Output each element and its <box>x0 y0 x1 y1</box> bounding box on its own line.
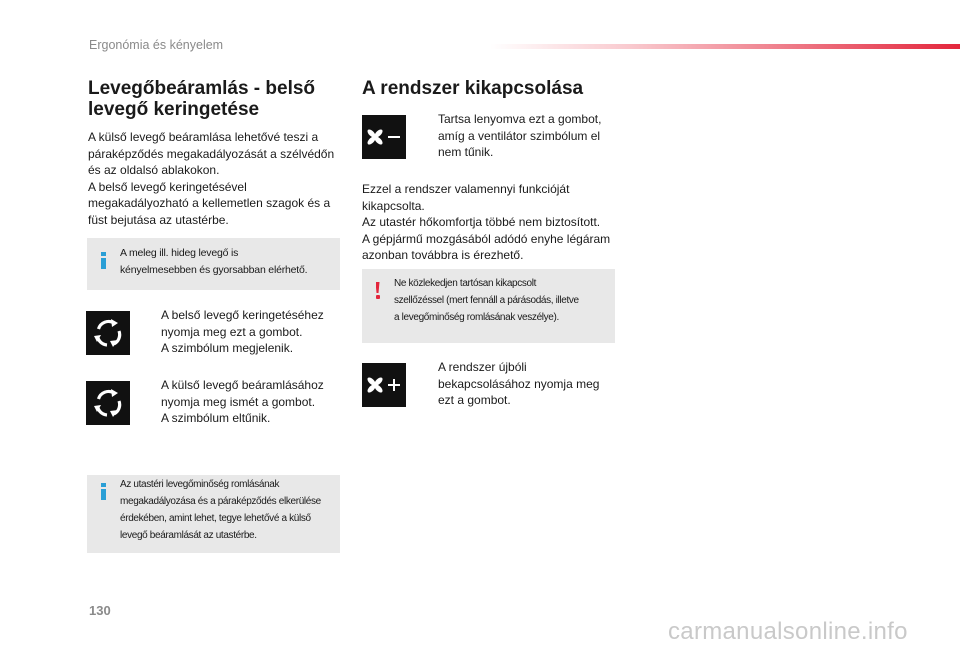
text-line: nyomja meg ismét a gombot. <box>161 394 316 409</box>
system-off-paragraph <box>362 181 610 264</box>
text-line: A rendszer újbóli <box>438 360 527 374</box>
text-line: A belső levegő keringetéséhez <box>161 308 324 322</box>
air-recirculation-icon <box>86 311 130 355</box>
text-line: kikapcsolta. <box>362 198 425 213</box>
text-line: a levegőminőség romlásának veszélye). <box>394 312 559 323</box>
text-line: A belső levegő keringetésével <box>88 179 247 194</box>
text-line: azonban továbbra is érezhető. <box>362 248 524 262</box>
text-line: füst bejutása az utastérbe. <box>88 212 229 227</box>
info-icon <box>101 483 106 500</box>
info-icon <box>101 252 106 269</box>
chapter-title: Ergonómia és kényelem <box>89 38 224 52</box>
fan-plus-icon <box>362 363 406 407</box>
air-recirculation-button-off <box>86 381 130 425</box>
text-line: A gépjármű mozgásából adódó enyhe légáram <box>362 231 611 246</box>
air-recirculation-icon <box>86 381 130 425</box>
warning-icon <box>375 282 380 299</box>
text-line: Ne közlekedjen tartósan kikapcsolt <box>394 278 537 289</box>
text-line: Tartsa lenyomva ezt a gombot, <box>438 112 602 126</box>
air-recirculation-button-on <box>86 311 130 355</box>
text-line: páraképződés megakadályozását a szélvédőn <box>88 146 335 161</box>
section-title-line: levegő keringetése <box>88 99 260 120</box>
text-line: amíg a ventilátor szimbólum el <box>438 128 601 143</box>
fan-plus-button <box>362 363 406 407</box>
section-title-system-off: A rendszer kikapcsolása <box>362 78 584 99</box>
warning-box <box>362 269 615 343</box>
text-line: kényelmesebben és gyorsabban elérhető. <box>120 264 308 276</box>
text-line: A szimbólum eltűnik. <box>161 411 271 425</box>
page-number: 130 <box>89 603 111 618</box>
text-line: A szimbólum megjelenik. <box>161 341 294 355</box>
text-line: érdekében, amint lehet, tegye lehetővé a külső <box>120 513 311 524</box>
watermark: carmanualsonline.info <box>668 618 908 645</box>
text-line: szellőzéssel (mert fennáll a párásodás, illetve <box>394 295 579 306</box>
text-line: és az oldalsó ablakokon. <box>88 163 220 177</box>
info-box-text <box>120 245 307 279</box>
fan-minus-button <box>362 115 406 159</box>
text-line: megakadályozása és a páraképződés elkerülése <box>120 496 321 507</box>
text-line: A meleg ill. hideg levegő is <box>120 247 239 259</box>
section-title-air-intake <box>88 78 315 120</box>
text-line: megakadályozható a kellemetlen szagok és a <box>88 196 331 210</box>
fan-minus-icon <box>362 115 406 159</box>
text-line: A külső levegő beáramlásához <box>161 378 324 392</box>
header-accent-bar <box>490 44 960 49</box>
warning-box-text <box>394 275 579 326</box>
text-line: Az utastér hőkomfortja többé nem biztosított. <box>362 215 601 229</box>
text-line: bekapcsolásához nyomja meg <box>438 376 600 391</box>
section-title-line: Levegőbeáramlás - belső <box>88 78 316 99</box>
text-line: levegő beáramlását az utastérbe. <box>120 530 257 541</box>
text-line: Ezzel a rendszer valamennyi funkcióját <box>362 182 570 196</box>
text-line: nem tűnik. <box>438 145 494 159</box>
info-box-text <box>120 476 321 544</box>
text-line: Az utastéri levegőminőség romlásának <box>120 479 280 490</box>
info-box-air-quality <box>87 475 340 553</box>
text-line: nyomja meg ezt a gombot. <box>161 324 303 339</box>
text-line: ezt a gombot. <box>438 393 511 407</box>
intro-paragraph <box>88 129 334 228</box>
text-line: A külső levegő beáramlása lehetővé teszi a <box>88 130 319 144</box>
info-box-comfort <box>87 238 340 290</box>
